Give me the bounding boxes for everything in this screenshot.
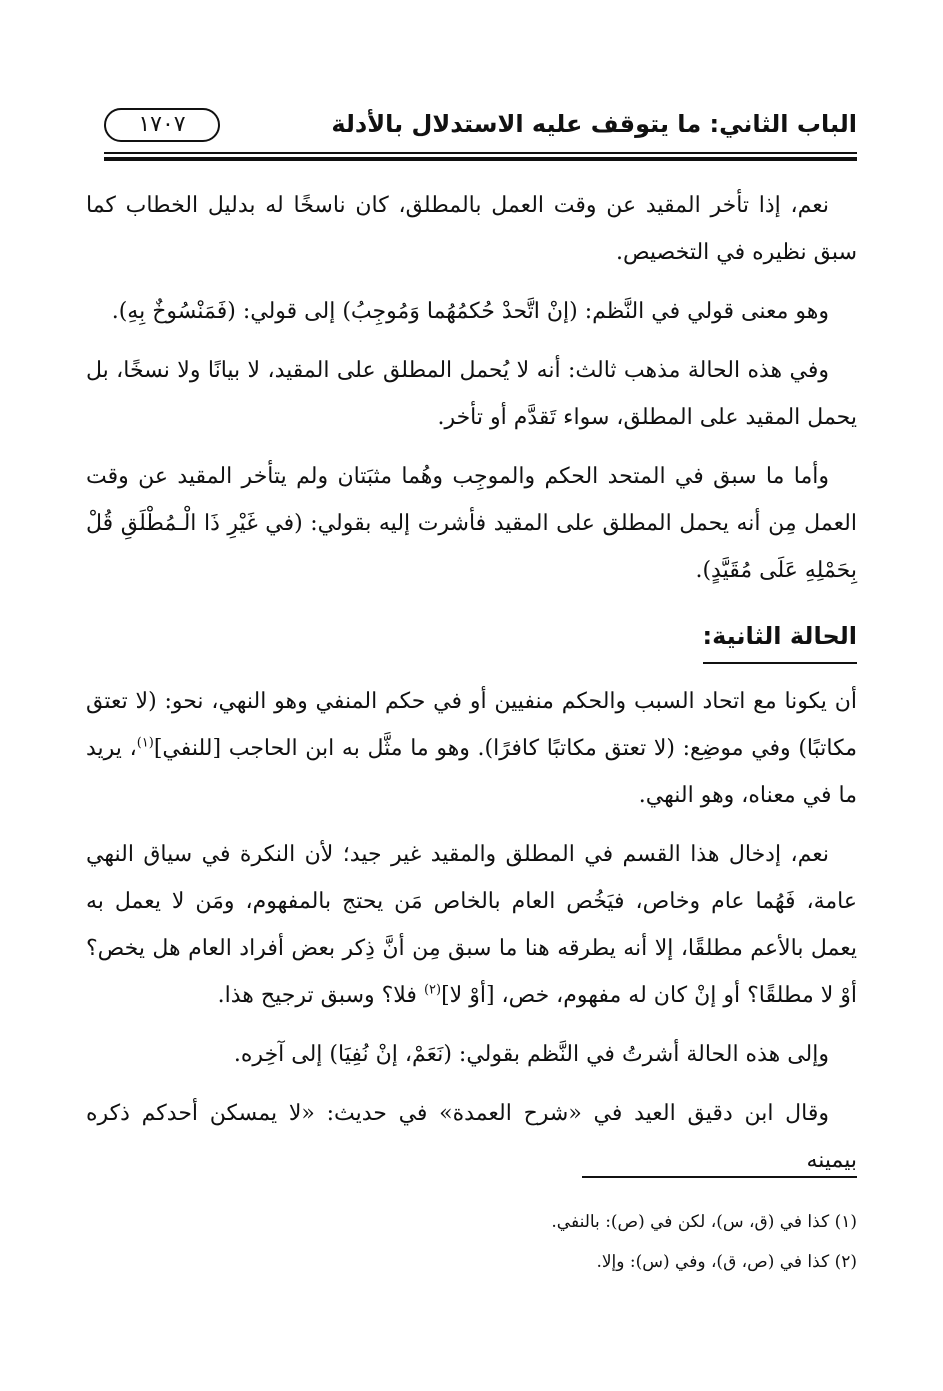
- header-double-rule: [104, 152, 857, 161]
- paragraph-5-text-a: أن يكونا مع اتحاد السبب والحكم منفيين أو في حكم المنفي وهو النهي، نحو: (لا تعتق مكاتبًا) وفي موضِع: (لا تعتق مكاتبًا كافرًا). وهو ما مثَّل به ابن الحاجب [للنفي]: [86, 689, 857, 761]
- footnote-2: (٢) كذا في (ص، ق)، وفي (س): وإلا.: [596, 1252, 857, 1272]
- paragraph-5-text-b: ، يريد ما في معناه، وهو النهي.: [86, 736, 857, 808]
- footnotes: [86, 1202, 857, 1282]
- page-number: ١٧٠٧: [104, 108, 220, 142]
- main-text: [86, 182, 857, 1196]
- paragraph-6-text-a: نعم، إدخال هذا القسم في المطلق والمقيد غير جيد؛ لأن النكرة في سياق النهي عامة، فَهُما عام وخاص، فيَخُص العام بالخاص مَن يحتج بالمفهوم، ومَن لا يعمل به يعمل بالأعم مطلقًا، إلا أنه يطرقه هنا ما سبق مِن أنَّ ذِكر بعض أفراد العام هل يخص؟ أوْ لا مطلقًا؟ أو إنْ كان له مفهوم، خص، [أوْ لا]: [86, 842, 857, 1008]
- paragraph-3: وفي هذه الحالة مذهب ثالث: أنه لا يُحمل المطلق على المقيد، لا بيانًا ولا نسخًا، بل يحمل المقيد على المطلق، سواء تَقدَّم أو تأخر.: [86, 358, 857, 430]
- section-heading-wrap: [86, 606, 857, 678]
- footnote-ref-2[interactable]: (٢): [423, 982, 442, 998]
- paragraph-6: [86, 831, 857, 1019]
- paragraph-1: نعم، إذا تأخر المقيد عن وقت العمل بالمطلق، كان ناسخًا له بدليل الخطاب كما سبق نظيره في التخصيص.: [86, 193, 857, 265]
- section-heading: الحالة الثانية:: [703, 616, 857, 664]
- paragraph-6-text-b: فلا؟ وسبق ترجيح هذا.: [217, 983, 424, 1008]
- footnote-1: (١) كذا في (ق، س)، لكن في (ص): بالنفي.: [551, 1212, 857, 1232]
- footnote-ref-1[interactable]: (١): [136, 735, 154, 751]
- paragraph-7: وإلى هذه الحالة أشرتُ في النَّظم بقولي: (نَعَمْ، إنْ نُفِيَا) إلى آخِره.: [233, 1042, 829, 1067]
- footnote-separator: [582, 1176, 857, 1178]
- paragraph-8: وقال ابن دقيق العيد في «شرح العمدة» في حديث: «لا يمسكن أحدكم ذكره بيمينه: [86, 1101, 857, 1173]
- chapter-title: الباب الثاني: ما يتوقف عليه الاستدلال بالأدلة: [331, 110, 857, 138]
- running-head: [104, 104, 857, 150]
- paragraph-4: وأما ما سبق في المتحد الحكم والموجِب وهُما مثبَتان ولم يتأخر المقيد عن وقت العمل مِن أنه يحمل المطلق على المقيد فأشرت إليه بقولي: (في غَيْرِ ذَا الْـمُطْلَقِ قُلْ بِحَمْلِهِ عَلَى مُقَيَّدٍ).: [86, 464, 857, 583]
- paragraph-5: [86, 678, 857, 819]
- paragraph-2: وهو معنى قولي في النَّظم: (إنْ اتَّحدْ حُكمُهُما وَمُوجِبُ) إلى قولي: (فَمَنْسُوخٌ بِهِ).: [111, 299, 829, 324]
